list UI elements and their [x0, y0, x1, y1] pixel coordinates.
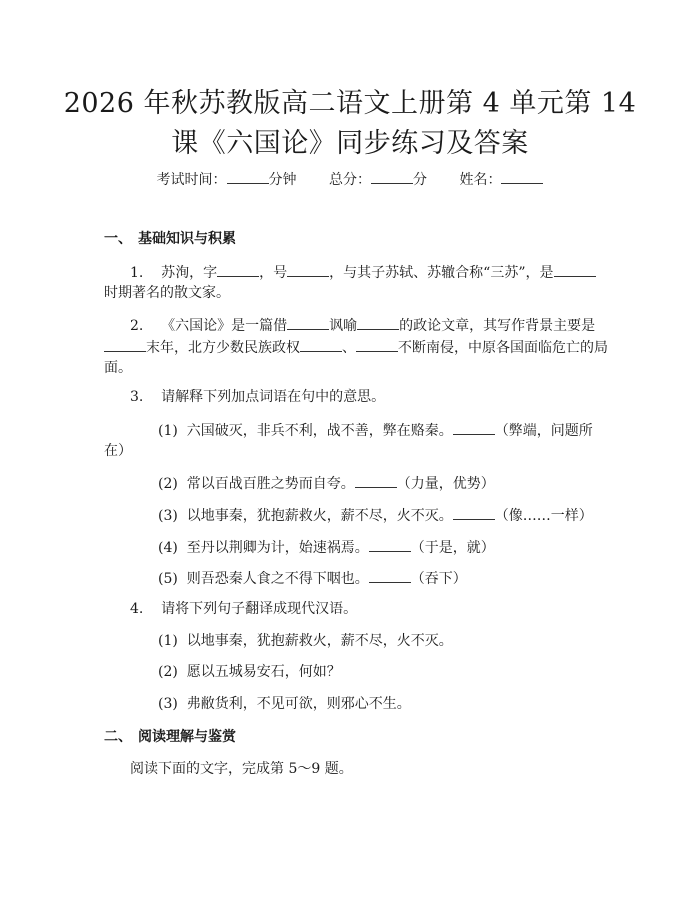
exam-time: [157, 172, 297, 188]
answer-hint: （力量，优势）: [396, 476, 495, 492]
blank: [369, 536, 411, 552]
question-number: 2.: [130, 318, 144, 334]
item-number: (3): [158, 508, 178, 524]
question-text: 末年，北方少数民族政权: [146, 340, 300, 356]
item-number: (4): [158, 540, 178, 556]
total-score: [329, 172, 427, 188]
item-number: (5): [158, 571, 178, 587]
question-3-item-5: [158, 567, 467, 590]
blank: [357, 314, 399, 330]
question-3-item-2: [158, 472, 495, 495]
blank: [371, 168, 413, 184]
answer-hint: （于是，就）: [410, 540, 495, 556]
question-text: ，与其子苏轼、苏辙合称“三苏”，是: [329, 265, 554, 281]
total-score-unit: 分: [413, 172, 427, 188]
question-number: 4.: [130, 601, 144, 617]
item-number: (2): [158, 476, 178, 492]
item-number: (2): [158, 664, 178, 680]
blank: [217, 261, 259, 277]
reading-intro: 阅读下面的文字，完成第 5～9 题。: [130, 761, 353, 777]
question-2-line-1: [130, 314, 595, 337]
item-text: 则吾恐秦人食之不得下咽也。: [186, 571, 369, 587]
item-text: 以地事秦，犹抱薪救火，薪不尽，火不灭。: [186, 508, 453, 524]
blank: [554, 261, 596, 277]
question-1-line-2: 时期著名的散文家。: [104, 285, 230, 301]
item-text: 六国破灭，非兵不利，战不善，弊在赂秦。: [186, 423, 453, 439]
question-4-item-1: [158, 631, 453, 652]
item-number: (1): [158, 423, 178, 439]
item-text: 弗敝货利，不见可欲，则邪心不生。: [186, 696, 411, 712]
question-3-item-4: [158, 536, 495, 559]
blank: [287, 314, 329, 330]
question-4-item-2: [158, 662, 341, 683]
question-text: 的政论文章，其写作背景主要是: [399, 318, 596, 334]
question-2-line-3: 面。: [104, 360, 132, 376]
question-1-line-1: [130, 261, 596, 284]
blank: [227, 168, 269, 184]
answer-hint: （弊端，问题所: [494, 423, 593, 439]
item-number: (1): [158, 633, 178, 649]
question-3-item-1: [158, 419, 593, 442]
exam-meta: [0, 168, 700, 190]
question-3-item-1-cont: 在）: [104, 443, 132, 459]
question-text: 请将下列句子翻译成现代汉语。: [161, 601, 358, 617]
exam-time-unit: 分钟: [268, 172, 297, 188]
section-title: 阅读理解与鉴赏: [138, 729, 236, 745]
blank: [287, 261, 329, 277]
document-title-line-1: 2026 年秋苏教版高二语文上册第 4 单元第 14: [63, 88, 637, 119]
item-text: 以地事秦，犹抱薪救火，薪不尽，火不灭。: [186, 633, 453, 649]
question-3-item-3: [158, 504, 593, 527]
blank: [453, 504, 495, 520]
answer-hint: （像……一样）: [494, 508, 593, 524]
student-name-label: 姓名：: [459, 172, 502, 188]
section-number: 二、: [104, 729, 132, 745]
document-title-line-2: 课《六国论》同步练习及答案: [171, 128, 529, 159]
blank: [355, 472, 397, 488]
question-number: 3.: [130, 389, 144, 405]
item-text: 至丹以荆卿为计，始速祸焉。: [186, 540, 369, 556]
section-heading-1: [104, 229, 236, 249]
question-text: 请解释下列加点词语在句中的意思。: [161, 389, 386, 405]
blank: [369, 567, 411, 583]
question-number: 1.: [130, 265, 144, 281]
question-4-item-3: [158, 694, 411, 715]
question-text: ，号: [259, 265, 288, 281]
question-3-stem: [130, 387, 385, 408]
blank: [104, 336, 146, 352]
section-title: 基础知识与积累: [138, 231, 236, 247]
blank: [300, 336, 342, 352]
question-text: 讽喻: [329, 318, 358, 334]
question-text: 、: [342, 340, 356, 356]
question-text: 苏洵，字: [161, 265, 218, 281]
blank: [501, 168, 543, 184]
section-heading-2: [104, 727, 236, 747]
question-4-stem: [130, 599, 357, 620]
item-text: 常以百战百胜之势而自夸。: [186, 476, 355, 492]
item-text: 愿以五城易安石，何如？: [186, 664, 341, 680]
student-name: [459, 172, 543, 188]
question-text: 不断南侵，中原各国面临危亡的局: [398, 340, 608, 356]
answer-hint: （吞下）: [410, 571, 467, 587]
blank: [453, 419, 495, 435]
total-score-label: 总分：: [329, 172, 371, 188]
blank: [356, 336, 398, 352]
item-number: (3): [158, 696, 178, 712]
section-number: 一、: [104, 231, 132, 247]
question-text: 《六国论》是一篇借: [161, 318, 288, 334]
exam-time-label: 考试时间：: [156, 172, 227, 188]
question-2-line-2: [104, 336, 608, 359]
